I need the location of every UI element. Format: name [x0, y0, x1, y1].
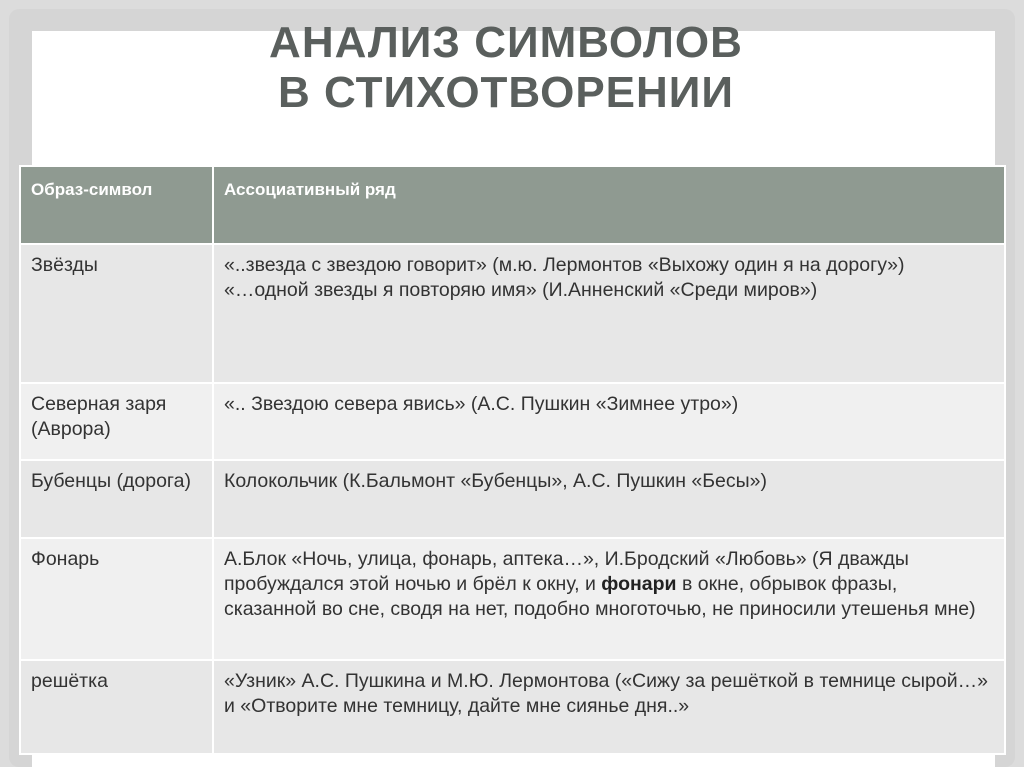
association-text: «..звезда с звездою говорит» (м.ю. Лермонтов «Выхожу один я на дорогу»)	[224, 254, 905, 276]
symbol-cell: Северная заря (Аврора)	[20, 383, 213, 460]
title-line-1: АНАЛИЗ СИМВОЛОВ	[269, 18, 743, 67]
symbols-table	[19, 165, 1006, 755]
association-text: «…одной звезды я повторяю имя» (И.Анненский «Среди миров»)	[224, 279, 818, 301]
table-row	[20, 538, 1005, 660]
table-header-row	[20, 166, 1005, 244]
table-row	[20, 460, 1005, 538]
association-cell	[213, 538, 1005, 660]
association-text: А.Блок «Ночь, улица, фонарь, аптека…», И.Бродский «Любовь» (Я дважды пробуждался этой ночью и брёл к окну, и	[224, 548, 909, 595]
symbol-cell: Бубенцы (дорога)	[20, 460, 213, 538]
table-row	[20, 660, 1005, 754]
table-row	[20, 244, 1005, 383]
header-associations: Ассоциативный ряд	[213, 166, 1005, 244]
association-cell: Колокольчик (К.Бальмонт «Бубенцы», А.С. Пушкин «Бесы»)	[213, 460, 1005, 538]
header-symbol: Образ-символ	[20, 166, 213, 244]
association-cell	[213, 244, 1005, 383]
symbol-cell: Звёзды	[20, 244, 213, 383]
page-title	[0, 18, 1024, 118]
association-text: в окне, обрывок фразы, сказанной во сне, сводя на нет, подобно многоточью, не приносили утешенья мне)	[224, 573, 976, 620]
symbol-cell: Фонарь	[20, 538, 213, 660]
association-cell: «Узник» А.С. Пушкина и М.Ю. Лермонтова («Сижу за решёткой в темнице сырой…» и «Отворите мне темницу, дайте мне сиянье дня..»	[213, 660, 1005, 754]
association-cell: «.. Звездою севера явись» (А.С. Пушкин «Зимнее утро»)	[213, 383, 1005, 460]
symbol-cell: решётка	[20, 660, 213, 754]
title-line-2: В СТИХОТВОРЕНИИ	[277, 68, 735, 117]
table-row	[20, 383, 1005, 460]
association-bold-word: фонари	[601, 573, 677, 595]
